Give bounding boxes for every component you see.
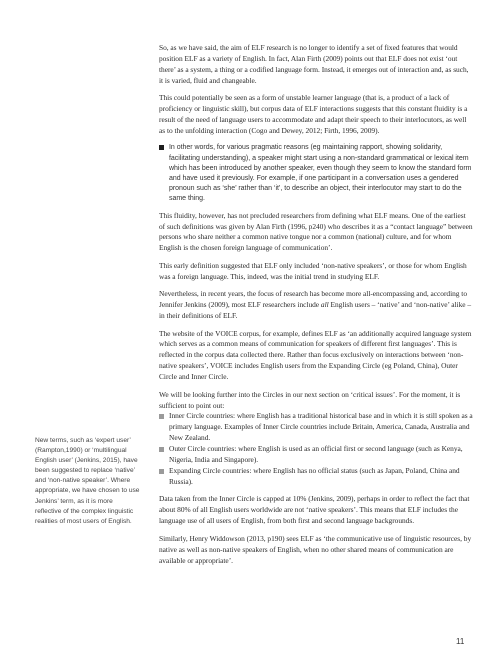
main-column (159, 43, 473, 573)
paragraph-inner-circle-cap: Data taken from the Inner Circle is capped at 10% (Jenkins, 2009), perhaps in order to reflect the fact that about 80% of all English users worldwide are not ‘native speakers’. This means that ELF includes the language use of all users of English, from both first and second language backgrounds. (159, 494, 470, 526)
recent-years-text-start: Nevertheless, in recent years, the focus of research has become more all-encompassing and, according to Jennifer Jenkins (2009), most ELF researchers include (159, 289, 468, 310)
paragraph-unstable-learner-language: This could potentially be seen as a form of unstable learner language (that is, a product of a lack of proficiency or linguistic skill), but corpus data of ELF interactions suggests that this constant fluidity is a result of the need of language users to accommodate and adapt their speech to their interlocutors, as well as to the unfolding interaction (Cogo and Dewey, 2012; Firth, 1996, 2009). (159, 93, 468, 135)
square-bullet-icon (159, 414, 164, 419)
paragraph-fluidity-definition: This fluidity, however, has not precluded researchers from defining what ELF means. One of the earliest of such definitions was given by Alan Firth (1996, p240) who describes it as a “contact language” between persons who share neither a common native tongue nor a common (national) culture, and for whom English is the chosen foreign language of communication’. (159, 210, 473, 253)
emphasis-all: all (320, 300, 329, 310)
list-item: Outer Circle countries: where English is used as an official first or second language (such as Kenya, Nigeria, India and Singapore). (159, 444, 473, 466)
list-item: Expanding Circle countries: where English has no official status (such as Japan, Poland, China and Russia). (159, 466, 473, 488)
square-bullet-icon (159, 145, 164, 150)
paragraph-circles-intro: We will be looking further into the Circles in our next section on ‘critical issues’. For the moment, it is sufficient to point out: (159, 389, 461, 410)
paragraph-early-definition: This early definition suggested that ELF only included ‘non-native speakers’, or those for whom English was a foreign language. This, indeed, was the initial trend in studying ELF. (159, 260, 467, 281)
page-number: 11 (456, 637, 465, 646)
paragraph-elf-research: So, as we have said, the aim of ELF research is no longer to identify a set of fixed features that would position ELF as a variety of English. In fact, Alan Firth (2009) points out that ELF does not exist ‘out there’ as a system, a thing or a codified language form. Instead, it emerges out of interaction and, as such, it is varied, fluid and changeable. (159, 43, 469, 85)
recent-years-text-end: English users – ‘native’ and ‘non-native’ alike – in their definitions of ELF. (159, 300, 472, 321)
paragraph-widdowson: Similarly, Henry Widdowson (2013, p190) sees ELF as ‘the communicative use of linguistic resources, by native as well as non-native speakers of English, when no other shared means of communication are available or appropriate’. (159, 533, 472, 565)
circles-list (159, 411, 473, 487)
paragraph-voice-corpus: The website of the VOICE corpus, for example, defines ELF as ‘an additionally acquired language system which serves as a common means of communication for speakers of different first languages’. This is reflected in the corpus data collected there. Rather than focus exclusively on interactions between ‘non-native speakers’, VOICE includes English users from the Expanding Circle (eg Poland, China), Outer Circle and Inner Circle. (159, 328, 472, 382)
square-bullet-icon (159, 447, 164, 452)
paragraph-recent-years (159, 289, 473, 322)
list-item: Inner Circle countries: where English has a traditional historical base and in which it is still spoken as a primary language. Examples of Inner Circle countries include Britain, America, Canada, Australia and New Zealand. (159, 411, 473, 444)
sidebar-note: New terms, such as ‘expert user’ (Rampton,1990) or ‘multilingual English user’ (Jenkins, 2015), have been suggested to replace ‘native’ and ‘non-native speaker’. Where appropriate, we have chosen to use Jenkins’ term, as it is more reflective of the complex linguistic realities of most users of English. (35, 437, 140, 525)
highlight-note (159, 143, 473, 204)
note-text: In other words, for various pragmatic reasons (eg maintaining rapport, showing solidarity, facilitating understanding), a speaker might start using a non-standard grammatical or lexical item which has been introduced by another speaker, even though they seem to know the standard form and have used it previously. For example, if one participant in a conversation uses a gendered pronoun such as ‘she’ rather than ‘it’, to describe an object, their interlocutor may start to do the same thing. (169, 144, 472, 202)
square-bullet-icon (159, 469, 164, 474)
